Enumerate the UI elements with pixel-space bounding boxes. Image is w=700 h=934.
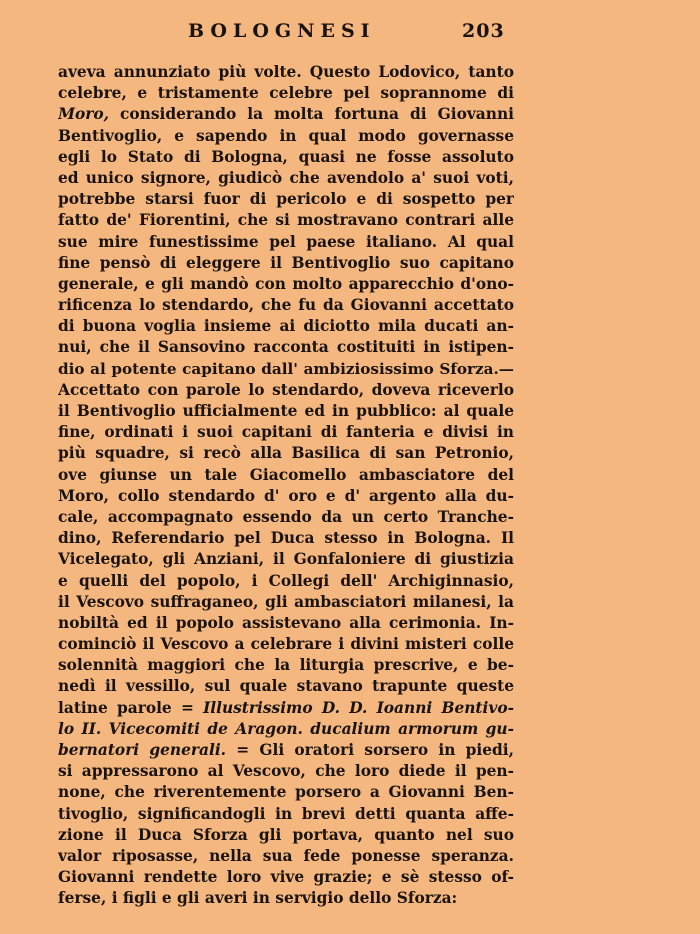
text-line bbox=[58, 888, 514, 909]
text-segment: zione il Duca Sforza gli portava, quanto nel suo bbox=[58, 825, 514, 844]
text-line bbox=[58, 337, 514, 358]
text-line bbox=[58, 719, 514, 740]
text-segment: cominciò il Vescovo a celebrare i divini misteri colle bbox=[58, 635, 514, 654]
text-line bbox=[58, 549, 514, 570]
text-segment: valor riposasse, nella sua fede ponesse speranza. bbox=[58, 846, 514, 865]
text-segment: Accettato con parole lo stendardo, doveva riceverlo bbox=[58, 380, 514, 399]
text-line bbox=[58, 83, 514, 104]
text-segment: fine pensò di eleggere il Bentivoglio suo capitano bbox=[58, 253, 514, 272]
text-line bbox=[58, 655, 514, 676]
italic-text-segment: Illustrissimo D. D. Ioanni Bentivo- bbox=[203, 698, 514, 717]
body-text bbox=[58, 62, 514, 910]
running-head bbox=[0, 18, 700, 48]
text-segment: si appressarono al Vescovo, che loro diede il pen- bbox=[58, 762, 514, 781]
text-line bbox=[58, 422, 514, 443]
text-segment: potrebbe starsi fuor di pericolo e di sospetto per bbox=[58, 190, 514, 209]
text-line bbox=[58, 274, 514, 295]
text-line bbox=[58, 740, 514, 761]
text-segment: none, che riverentemente porsero a Giovanni Ben- bbox=[58, 783, 514, 802]
text-segment: dio al potente capitano dall' ambiziosissimo Sforza.— bbox=[58, 359, 514, 378]
text-line bbox=[58, 62, 514, 83]
text-segment: rificenza lo stendardo, che fu da Giovanni accettato bbox=[58, 296, 514, 315]
text-line bbox=[58, 189, 514, 210]
text-line bbox=[58, 846, 514, 867]
text-line bbox=[58, 380, 514, 401]
text-line bbox=[58, 316, 514, 337]
text-segment: solennità maggiori che la liturgia prescrive, e be- bbox=[58, 656, 514, 675]
text-segment: Vicelegato, gli Anziani, il Gonfaloniere di giustizia bbox=[58, 550, 514, 569]
text-line bbox=[58, 804, 514, 825]
text-line bbox=[58, 295, 514, 316]
text-line bbox=[58, 571, 514, 592]
text-segment: aveva annunziato più volte. Questo Lodovico, tanto bbox=[58, 63, 514, 81]
text-line bbox=[58, 867, 514, 888]
text-segment: e quelli del popolo, i Collegi dell' Archiginnasio, bbox=[58, 571, 514, 590]
text-line bbox=[58, 507, 514, 528]
text-line bbox=[58, 698, 514, 719]
text-segment: Moro, collo stendardo d' oro e d' argento alla du- bbox=[58, 486, 514, 505]
text-segment: ferse, i figli e gli averi in servigio dello Sforza: bbox=[58, 889, 458, 908]
text-segment: nedì il vessillo, sul quale stavano trapunte queste bbox=[58, 677, 514, 696]
text-line bbox=[58, 825, 514, 846]
text-line bbox=[58, 210, 514, 231]
text-segment: di buona voglia insieme ai diciotto mila ducati an- bbox=[58, 317, 514, 336]
running-title: BOLOGNESI bbox=[188, 20, 376, 42]
text-segment: ed unico signore, giudicò che avendolo a' suoi voti, bbox=[58, 168, 514, 187]
text-segment: celebre, e tristamente celebre pel soprannome di bbox=[58, 84, 514, 103]
text-segment: nobiltà ed il popolo assistevano alla cerimonia. In- bbox=[58, 613, 514, 632]
text-segment: Bentivoglio, e sapendo in qual modo governasse bbox=[58, 126, 514, 145]
text-line bbox=[58, 401, 514, 422]
text-line bbox=[58, 126, 514, 147]
text-segment: nui, che il Sansovino racconta costituiti in istipen- bbox=[58, 338, 514, 357]
text-line bbox=[58, 104, 514, 125]
text-segment: Giovanni rendette loro vive grazie; e sè stesso of- bbox=[58, 868, 514, 887]
page-number: 203 bbox=[462, 20, 505, 42]
text-line bbox=[58, 592, 514, 613]
text-line bbox=[58, 359, 514, 380]
text-segment: cale, accompagnato essendo da un certo Tranche- bbox=[58, 507, 514, 526]
text-segment: fatto de' Fiorentini, che si mostravano contrari alle bbox=[58, 211, 514, 230]
italic-text-segment: bernatori generali. bbox=[58, 741, 227, 759]
text-line bbox=[58, 253, 514, 274]
text-segment: più squadre, si recò alla Basilica di san Petronio, bbox=[58, 444, 514, 463]
text-segment: ove giunse un tale Giacomello ambasciatore del bbox=[58, 465, 514, 484]
text-line bbox=[58, 761, 514, 782]
text-line bbox=[58, 147, 514, 168]
italic-text-segment: lo II. Vicecomiti de Aragon. ducalium armorum gu- bbox=[58, 719, 514, 738]
text-line bbox=[58, 232, 514, 253]
text-line bbox=[58, 528, 514, 549]
text-line bbox=[58, 443, 514, 464]
text-line bbox=[58, 168, 514, 189]
text-line bbox=[58, 634, 514, 655]
text-segment: generale, e gli mandò con molto apparecchio d'ono- bbox=[58, 274, 514, 293]
text-segment: latine parole = bbox=[58, 698, 204, 717]
text-segment: tivoglio, significandogli in brevi detti quanta affe- bbox=[58, 804, 514, 823]
text-segment: il Vescovo suffraganeo, gli ambasciatori milanesi, la bbox=[58, 592, 514, 611]
text-segment: fine, ordinati i suoi capitani di fanteria e divisi in bbox=[58, 423, 514, 442]
text-line bbox=[58, 613, 514, 634]
text-line bbox=[58, 782, 514, 803]
text-segment: dino, Referendario pel Duca stesso in Bologna. Il bbox=[58, 529, 514, 548]
text-segment: = Gli oratori sorsero in piedi, bbox=[226, 741, 514, 759]
text-segment: considerando la molta fortuna di Giovanni bbox=[109, 105, 514, 124]
text-segment: egli lo Stato di Bologna, quasi ne fosse assoluto bbox=[58, 147, 514, 166]
text-line bbox=[58, 486, 514, 507]
text-line bbox=[58, 676, 514, 697]
italic-text-segment: Moro, bbox=[58, 105, 110, 124]
text-line bbox=[58, 465, 514, 486]
text-segment: il Bentivoglio ufficialmente ed in pubblico: al quale bbox=[58, 402, 514, 420]
text-segment: sue mire funestissime pel paese italiano. Al qual bbox=[58, 232, 514, 251]
